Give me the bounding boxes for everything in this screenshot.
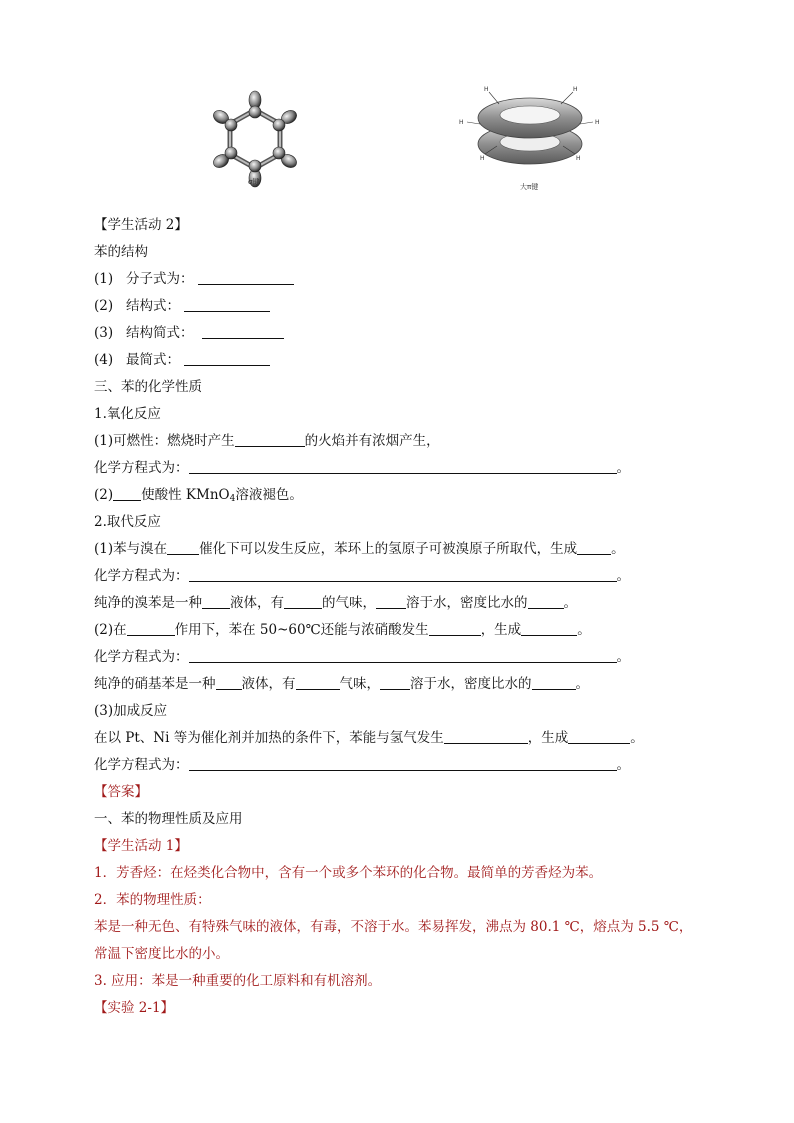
text-segment: (2) (94, 487, 114, 503)
pi-bond-figure (455, 82, 605, 182)
text-segment: 。 (616, 649, 630, 665)
answer-blank[interactable] (444, 728, 528, 744)
answer-heading: 【答案】 (94, 784, 148, 800)
answer-line: 3. 应用：苯是一种重要的化工原料和有机溶剂。 (94, 973, 382, 989)
text-segment: 纯净的溴苯是一种 (94, 595, 202, 611)
text-segment: 化学方程式为： (94, 757, 189, 773)
text-segment: ，生成 (527, 730, 569, 746)
h-label: H (484, 86, 489, 93)
equation-line (94, 563, 714, 590)
bromobenzene-property-line (94, 590, 714, 617)
item-number: (2) (94, 298, 114, 314)
answer-blank[interactable] (189, 647, 617, 663)
text-segment: 液体，有 (241, 676, 296, 692)
answer-blank[interactable] (577, 539, 611, 555)
answer-line: 苯是一种无色、有特殊气味的液体，有毒，不溶于水。苯易挥发，沸点为 80.1 ℃，熔点为 5.5 ℃， (94, 919, 693, 935)
text-segment: ，生成 (480, 622, 522, 638)
text-segment: 的火焰并有浓烟产生， (304, 433, 440, 449)
answer-blank[interactable] (127, 620, 175, 636)
answer-blank[interactable] (296, 674, 340, 690)
structure-item (94, 293, 714, 320)
activity1-heading: 【学生活动 1】 (94, 838, 188, 854)
oxidation-title: 1.氧化反应 (94, 406, 161, 422)
answer-blank[interactable] (189, 755, 617, 771)
text-segment: 纯净的硝基苯是一种 (94, 676, 216, 692)
text-segment: 催化下可以发生反应，苯环上的氢原子可被溴原子所取代，生成 (199, 541, 578, 557)
text-segment: 。 (630, 730, 644, 746)
h-label: H (480, 155, 485, 162)
answer-blank[interactable] (528, 593, 564, 609)
text-segment: 化学方程式为： (94, 649, 189, 665)
text-segment: 使酸性 KMnO (141, 487, 230, 503)
bromination-line (94, 536, 714, 563)
text-segment: 在以 Pt、Ni 等为催化剂并加热的条件下，苯能与氢气发生 (94, 730, 444, 746)
item-label: 结构简式： (126, 325, 194, 341)
answer-line: 常温下密度比水的小。 (94, 946, 229, 962)
document-body (94, 212, 714, 1022)
hydrogenation-line (94, 725, 714, 752)
structure-item (94, 347, 714, 374)
item-number: (4) (94, 352, 114, 368)
answer-blank[interactable] (202, 593, 230, 609)
answer-blank[interactable] (521, 620, 577, 636)
text-segment: 。 (616, 460, 630, 476)
answer-blank[interactable] (189, 566, 617, 582)
answer-blank[interactable] (167, 539, 199, 555)
nitration-line (94, 617, 714, 644)
flammability-line (94, 428, 714, 455)
text-segment: (2)在 (94, 622, 127, 638)
text-segment: 溶于水，密度比水的 (406, 595, 528, 611)
equation-line (94, 644, 714, 671)
text-segment: 。 (616, 568, 630, 584)
answer-line: 2．苯的物理性质： (94, 892, 211, 908)
substitution-title: 2.取代反应 (94, 514, 161, 530)
answer-section1-title: 一、苯的物理性质及应用 (94, 811, 243, 827)
answer-blank[interactable] (284, 593, 322, 609)
text-segment: 液体，有 (230, 595, 284, 611)
text-segment: (1)可燃性：燃烧时产生 (94, 433, 235, 449)
sigma-bond-caption: σ键 (248, 178, 260, 186)
text-segment: 溶液褪色。 (235, 487, 303, 503)
structure-item (94, 266, 714, 293)
answer-blank[interactable] (532, 674, 576, 690)
text-segment: 作用下，苯在 50~60℃还能与浓硝酸发生 (174, 622, 429, 638)
nitrobenzene-property-line (94, 671, 714, 698)
h-label: H (459, 119, 464, 126)
answer-blank[interactable] (202, 323, 284, 339)
addition-title: (3)加成反应 (94, 703, 168, 719)
h-label: H (576, 155, 581, 162)
equation-line (94, 752, 714, 779)
structure-item (94, 320, 714, 347)
answer-blank[interactable] (235, 431, 305, 447)
experiment-heading: 【实验 2-1】 (94, 1000, 175, 1016)
text-segment: 的气味， (322, 595, 376, 611)
h-label: H (595, 119, 600, 126)
answer-blank[interactable] (198, 269, 294, 285)
text-segment: 。 (616, 757, 630, 773)
answer-blank[interactable] (113, 485, 141, 501)
structure-title: 苯的结构 (94, 244, 148, 260)
answer-blank[interactable] (184, 350, 270, 366)
text-segment: (1)苯与溴在 (94, 541, 168, 557)
pi-bond-caption: 大π键 (520, 183, 539, 191)
text-segment: 。 (563, 595, 577, 611)
subscript: 4 (229, 494, 236, 504)
item-number: (1) (94, 271, 114, 287)
text-segment: 。 (611, 541, 625, 557)
text-segment: 化学方程式为： (94, 460, 189, 476)
h-label: H (573, 86, 578, 93)
text-segment: 化学方程式为： (94, 568, 189, 584)
item-label: 分子式为： (126, 271, 194, 287)
equation-line (94, 455, 714, 482)
text-segment: 。 (577, 622, 591, 638)
item-number: (3) (94, 325, 114, 341)
answer-blank[interactable] (216, 674, 242, 690)
answer-blank[interactable] (184, 296, 270, 312)
text-segment: 溶于水，密度比水的 (410, 676, 532, 692)
text-segment: 。 (575, 676, 589, 692)
kmno4-line (94, 482, 714, 509)
answer-blank[interactable] (568, 728, 630, 744)
answer-blank[interactable] (429, 620, 481, 636)
answer-line: 1．芳香烃：在烃类化合物中，含有一个或多个苯环的化合物。最简单的芳香烃为苯。 (94, 865, 603, 881)
answer-blank[interactable] (376, 593, 406, 609)
section3-title: 三、苯的化学性质 (94, 379, 202, 395)
text-segment: 气味， (339, 676, 380, 692)
answer-blank[interactable] (189, 458, 617, 474)
item-label: 结构式： (126, 298, 180, 314)
activity2-heading: 【学生活动 2】 (94, 217, 188, 233)
item-label: 最简式： (126, 352, 180, 368)
pi-bond-diagram (455, 82, 605, 182)
answer-blank[interactable] (380, 674, 410, 690)
